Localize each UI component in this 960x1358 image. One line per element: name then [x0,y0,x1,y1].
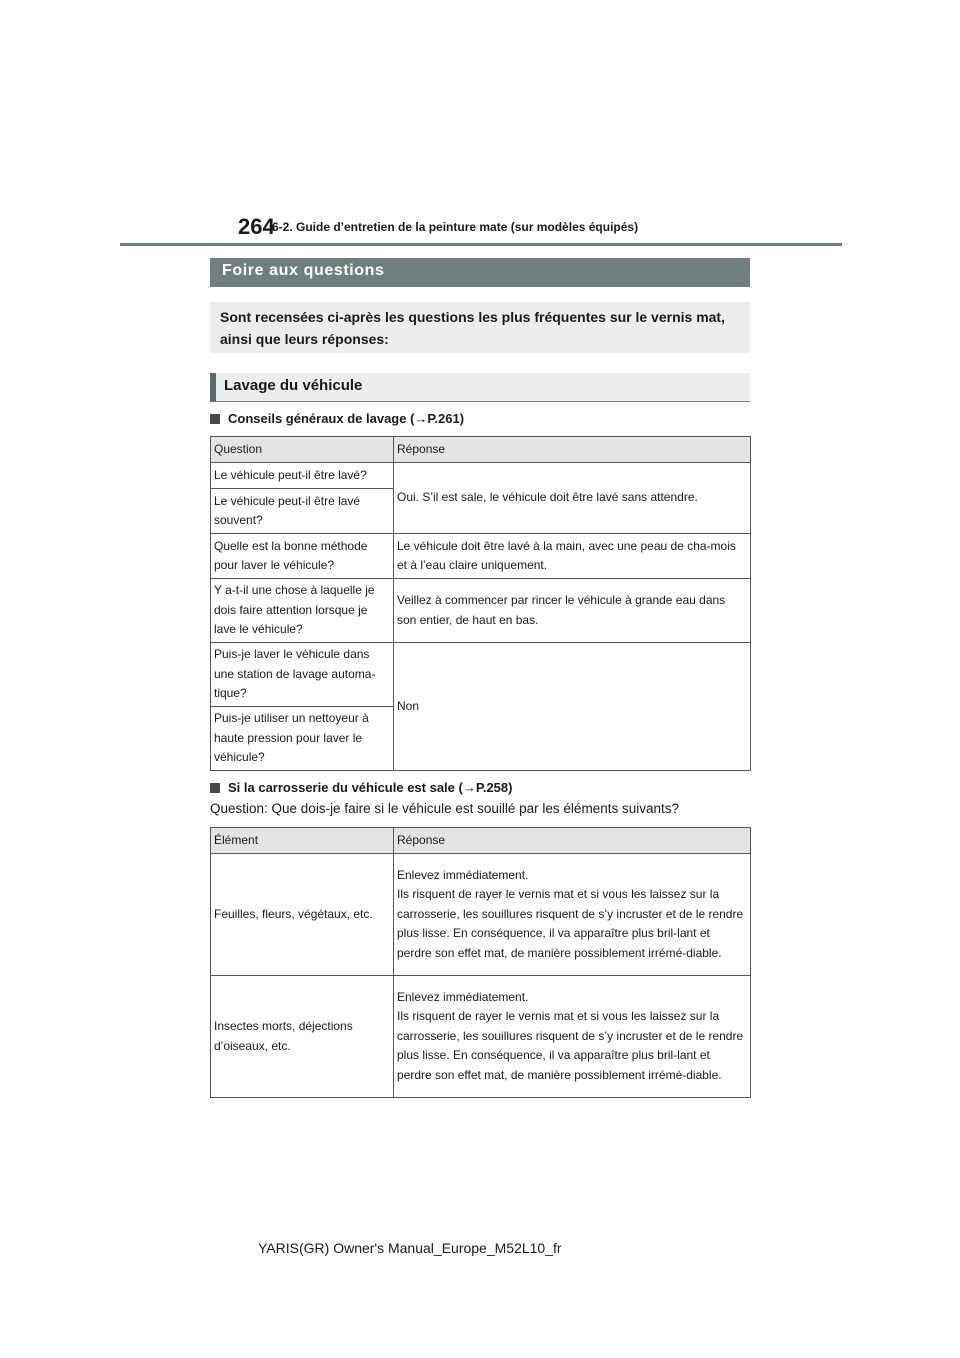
general-tips-heading-text: Conseils généraux de lavage (→P.261) [228,411,465,426]
column-header-answer: Réponse [394,437,751,463]
dirty-question: Question: Que dois-je faire si le véhicule est souillé par les éléments suivants? [210,801,679,816]
column-header-answer: Réponse [394,828,751,854]
element-cell: Feuilles, fleurs, végétaux, etc. [211,854,394,976]
dirty-body-heading [210,780,512,795]
table-row [211,643,751,707]
table-header-row [211,437,751,463]
element-cell: Insectes morts, déjections d’oiseaux, etc. [211,976,394,1098]
answer-cell: Le véhicule doit être lavé à la main, avec une peau de cha-mois et à l’eau claire uniquement. [394,534,751,579]
answer-cell: Non [394,643,751,771]
general-tips-table [210,436,751,771]
dirty-body-table [210,827,751,1098]
faq-banner: Foire aux questions [210,258,750,287]
footer-text: YARIS(GR) Owner's Manual_Europe_M52L10_fr [258,1240,562,1256]
section-title: 6-2. Guide d’entretien de la peinture mate (sur modèles équipés) [272,220,639,234]
answer-cell: Veillez à commencer par rincer le véhicule à grande eau dans son entier, de haut en bas. [394,579,751,643]
general-tips-heading [210,411,464,426]
question-cell: Puis-je laver le véhicule dans une station de lavage automa-tique? [211,643,394,707]
question-cell: Le véhicule peut-il être lavé souvent? [211,489,394,534]
column-header-question: Question [211,437,394,463]
question-cell: Quelle est la bonne méthode pour laver le véhicule? [211,534,394,579]
dirty-body-heading-text: Si la carrosserie du véhicule est sale (→P.258) [228,780,513,795]
washing-subheading: Lavage du véhicule [210,373,750,402]
column-header-element: Élément [211,828,394,854]
question-cell: Puis-je utiliser un nettoyeur à haute pression pour laver le véhicule? [211,707,394,771]
question-cell: Le véhicule peut-il être lavé? [211,463,394,489]
faq-intro: Sont recensées ci-après les questions les plus fréquentes sur le vernis mat, ainsi que leurs réponses: [210,302,750,353]
answer-cell: Enlevez immédiatement. Ils risquent de rayer le vernis mat et si vous les laissez sur la carrosserie, les souillures risquent de s’y incruster et de le rendre plus lisse. En conséquence, il va apparaître plus bril-lant et perdre son effet mat, de manière possiblement irrémé-diable. [394,976,751,1098]
bullet-square-icon [210,414,220,424]
page-number: 264 [238,214,275,239]
bullet-square-icon [210,783,220,793]
table-row [211,463,751,489]
header-rule [120,243,842,246]
answer-cell: Oui. S’il est sale, le véhicule doit être lavé sans attendre. [394,463,751,534]
table-row [211,854,751,976]
answer-cell: Enlevez immédiatement. Ils risquent de rayer le vernis mat et si vous les laissez sur la carrosserie, les souillures risquent de s’y incruster et de le rendre plus lisse. En conséquence, il va apparaître plus bril-lant et perdre son effet mat, de manière possiblement irrémé-diable. [394,854,751,976]
table-row [211,534,751,579]
table-header-row [211,828,751,854]
table-row [211,579,751,643]
question-cell: Y a-t-il une chose à laquelle je dois faire attention lorsque je lave le véhicule? [211,579,394,643]
table-row [211,976,751,1098]
